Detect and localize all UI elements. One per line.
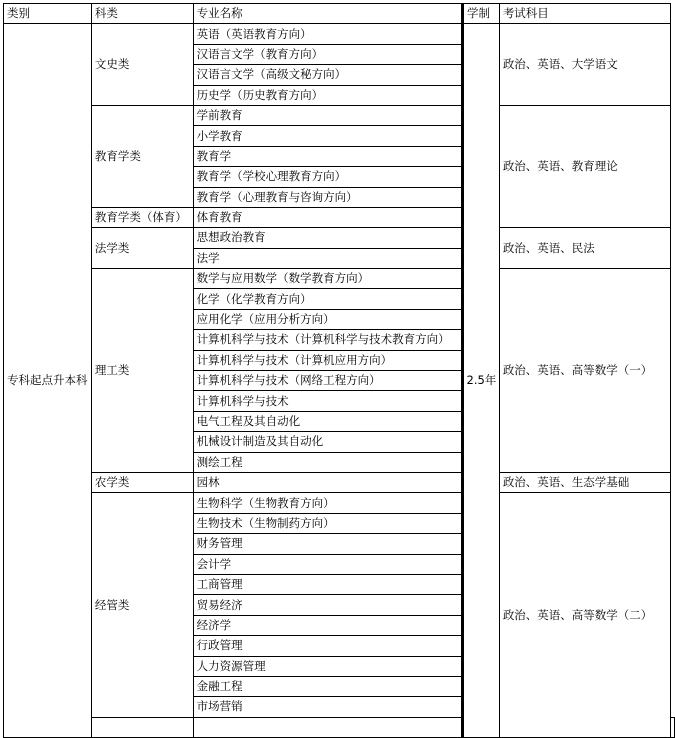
major-cell: 教育学 — [193, 146, 462, 166]
table-row — [4, 105, 675, 125]
exam-cell-empty — [671, 717, 675, 737]
discipline-cell: 法学类 — [91, 228, 193, 269]
discipline-cell: 理工类 — [91, 269, 193, 473]
major-cell: 计算机科学与技术 — [193, 391, 462, 411]
major-cell: 汉语言文学（高级文秘方向） — [193, 65, 462, 85]
major-cell: 汉语言文学（教育方向） — [193, 44, 462, 64]
header-discipline: 科类 — [91, 4, 193, 24]
major-cell: 历史学（历史教育方向） — [193, 85, 462, 105]
major-cell: 行政管理 — [193, 636, 462, 656]
major-cell: 经济学 — [193, 615, 462, 635]
exam-cell: 政治、英语、高等数学（二） — [499, 493, 670, 738]
header-major: 专业名称 — [193, 4, 462, 24]
major-cell: 应用化学（应用分析方向） — [193, 309, 462, 329]
duration-cell: 2.5年 — [463, 24, 500, 738]
major-cell: 财务管理 — [193, 534, 462, 554]
table-row — [4, 228, 675, 248]
major-cell: 生物技术（生物制药方向） — [193, 513, 462, 533]
major-cell: 英语（英语教育方向） — [193, 24, 462, 44]
table-row — [4, 24, 675, 44]
major-cell: 电气工程及其自动化 — [193, 411, 462, 431]
exam-cell: 政治、英语、生态学基础 — [499, 472, 670, 492]
major-cell: 会计学 — [193, 554, 462, 574]
major-cell: 计算机科学与技术（网络工程方向） — [193, 371, 462, 391]
table-row — [4, 472, 675, 492]
exam-cell: 政治、英语、大学语文 — [499, 24, 670, 106]
discipline-cell-empty — [91, 717, 193, 737]
enrollment-table — [3, 3, 675, 738]
major-cell: 思想政治教育 — [193, 228, 462, 248]
header-category: 类别 — [4, 4, 92, 24]
major-cell: 工商管理 — [193, 574, 462, 594]
discipline-cell: 教育学类（体育） — [91, 207, 193, 227]
discipline-cell: 经管类 — [91, 493, 193, 717]
major-cell: 人力资源管理 — [193, 656, 462, 676]
major-cell: 小学教育 — [193, 126, 462, 146]
exam-cell: 政治、英语、教育理论 — [499, 105, 670, 227]
discipline-cell: 教育学类 — [91, 105, 193, 207]
major-cell: 教育学（心理教育与咨询方向） — [193, 187, 462, 207]
exam-cell: 政治、英语、民法 — [499, 228, 670, 269]
major-cell: 市场营销 — [193, 697, 462, 717]
major-cell: 生物科学（生物教育方向） — [193, 493, 462, 513]
header-row — [4, 4, 675, 24]
major-cell: 化学（化学教育方向） — [193, 289, 462, 309]
major-cell: 数学与应用数学（数学教育方向） — [193, 269, 462, 289]
table-body — [4, 24, 675, 738]
discipline-cell: 文史类 — [91, 24, 193, 106]
major-cell: 机械设计制造及其自动化 — [193, 432, 462, 452]
discipline-cell: 农学类 — [91, 472, 193, 492]
exam-cell: 政治、英语、高等数学（一） — [499, 269, 670, 473]
major-cell: 贸易经济 — [193, 595, 462, 615]
major-cell: 园林 — [193, 472, 462, 492]
major-cell: 体育教育 — [193, 207, 462, 227]
header-duration: 学制 — [463, 4, 500, 24]
table-row — [4, 269, 675, 289]
major-cell-empty — [193, 717, 462, 737]
major-cell: 学前教育 — [193, 105, 462, 125]
category-cell: 专科起点升本科 — [4, 24, 92, 738]
major-cell: 计算机科学与技术（计算机应用方向） — [193, 350, 462, 370]
major-cell: 测绘工程 — [193, 452, 462, 472]
major-cell: 教育学（学校心理教育方向） — [193, 167, 462, 187]
major-cell: 金融工程 — [193, 676, 462, 696]
major-cell: 法学 — [193, 248, 462, 268]
header-exam: 考试科目 — [499, 4, 670, 24]
major-cell: 计算机科学与技术（计算机科学与技术教育方向） — [193, 330, 462, 350]
table-row — [4, 493, 675, 513]
